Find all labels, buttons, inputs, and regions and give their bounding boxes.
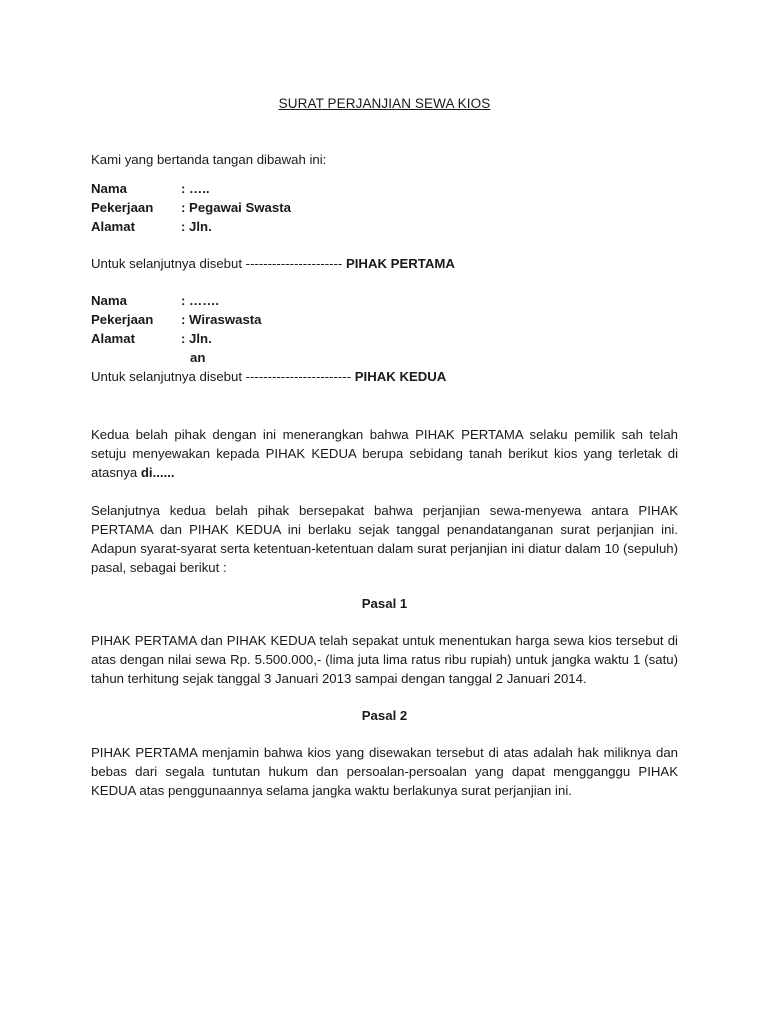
designation-prefix: Untuk selanjutnya disebut ------------------------ [91,369,355,384]
identity-value: : Jln. [181,219,212,234]
designation-role: PIHAK PERTAMA [345,256,455,271]
pasal-1-body: PIHAK PERTAMA dan PIHAK KEDUA telah sepakat untuk menentukan harga sewa kios tersebut di atas dengan nilai sewa Rp. 5.500.000,- (lima juta lima ratus ribu rupiah) untuk jangka waktu 1 (satu) tahun terhitung sejak tanggal 3 Januari 2013 sampai dengan tanggal 2 Januari 2014. [91,633,678,686]
document-content [91,94,678,800]
identity-value: : ……. [181,293,220,308]
identity-label: Alamat [91,219,135,234]
identity-row-alamat [91,217,678,236]
pasal-1-heading: Pasal 1 [361,596,408,611]
identity-label: Nama [91,181,127,196]
pasal-2-body: PIHAK PERTAMA menjamin bahwa kios yang disewakan tersebut di atas adalah hak miliknya dan bebas dari segala tuntutan hukum dan persoalan-persoalan yang dapat mengganggu PIHAK KEDUA atas penggunaannya selama jangka waktu berlakunya surat perjanjian ini. [91,745,678,798]
identity-row-nama [91,179,678,198]
pasal-2-heading: Pasal 2 [361,708,408,723]
identity-row-alamat [91,329,678,348]
document-title: SURAT PERJANJIAN SEWA KIOS [278,96,491,111]
pihak-pertama-identity [91,179,678,236]
intro-text: Kami yang bertanda tangan dibawah ini: [91,152,327,167]
paragraph-agreement-object [91,425,678,482]
identity-row-pekerjaan [91,310,678,329]
pihak-kedua-designation [91,367,678,386]
identity-value: : ….. [181,181,210,196]
identity-value: : Pegawai Swasta [181,200,291,215]
designation-role: PIHAK KEDUA [354,369,447,384]
identity-label: Pekerjaan [91,312,154,327]
identity-row-pekerjaan [91,198,678,217]
identity-alamat-continuation: an [190,350,206,365]
location-placeholder: di...... [140,465,175,480]
paragraph-text: Kedua belah pihak dengan ini menerangkan bahwa PIHAK PERTAMA selaku pemilik sah telah setuju menyewakan kepada PIHAK KEDUA berupa sebidang tanah berikut kios yang terletak di atasnya [91,427,678,480]
paragraph-agreement-terms: Selanjutnya kedua belah pihak bersepakat bahwa perjanjian sewa-menyewa antara PIHAK PERTAMA dan PIHAK KEDUA ini berlaku sejak tanggal penandatanganan surat perjanjian ini. Adapun syarat-syarat serta ketentuan-ketentuan dalam surat perjanjian ini diatur dalam 10 (sepuluh) pasal, sebagai berikut : [91,503,678,575]
identity-value: : Jln. [181,331,212,346]
identity-value: : Wiraswasta [181,312,262,327]
pihak-pertama-designation [91,254,678,273]
identity-label: Pekerjaan [91,200,154,215]
pihak-kedua-identity [91,291,678,367]
identity-label: Nama [91,293,127,308]
designation-prefix: Untuk selanjutnya disebut ---------------------- [91,256,346,271]
identity-label: Alamat [91,331,135,346]
identity-row-nama [91,291,678,310]
